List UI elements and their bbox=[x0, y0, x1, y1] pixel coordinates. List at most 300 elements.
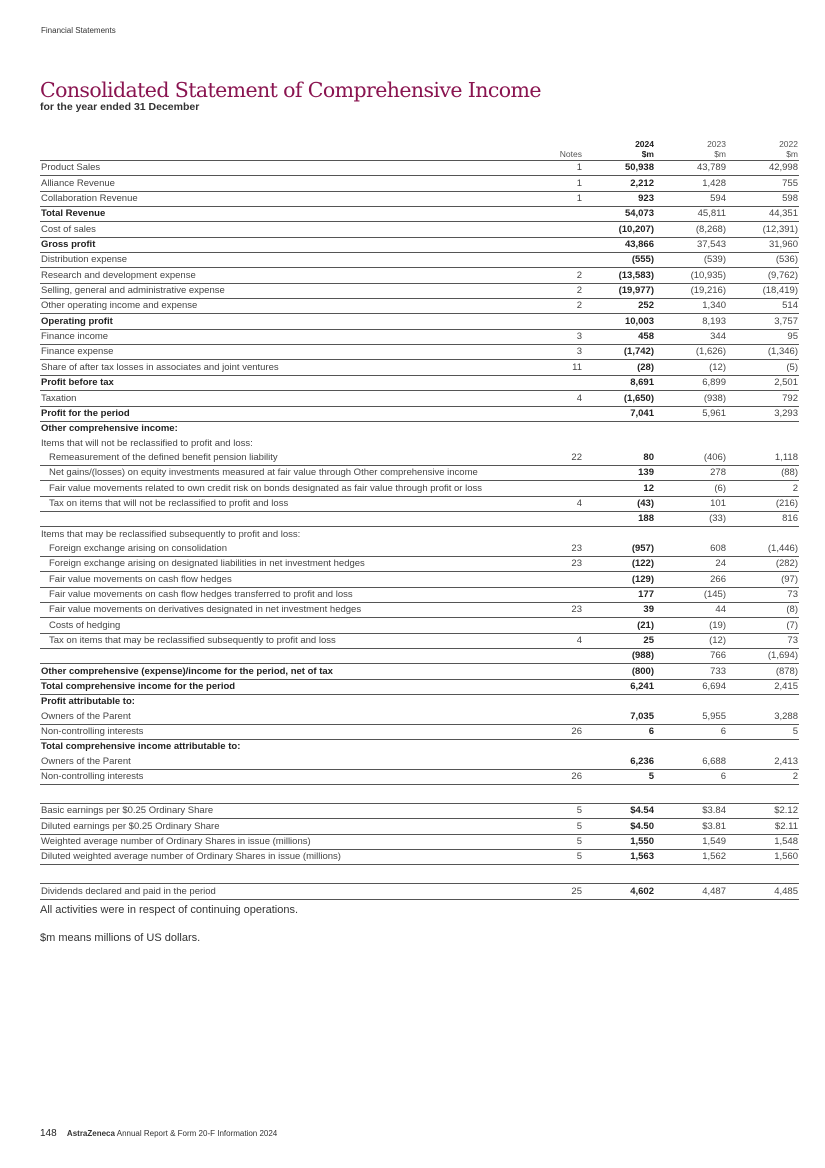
value-2023: 1,340 bbox=[655, 299, 727, 314]
value-2022: (8) bbox=[727, 602, 799, 617]
row-label: Costs of hedging bbox=[40, 618, 513, 633]
row-note bbox=[513, 314, 583, 329]
value-2022: 3,757 bbox=[727, 314, 799, 329]
statement-row bbox=[40, 850, 799, 865]
value-2024: 8,691 bbox=[583, 375, 655, 390]
row-note: 2 bbox=[513, 283, 583, 298]
row-label: Tax on items that will not be reclassified to profit and loss bbox=[40, 496, 513, 511]
row-note: 23 bbox=[513, 602, 583, 617]
statement-row bbox=[40, 633, 799, 648]
value-2024: 252 bbox=[583, 299, 655, 314]
value-2023: 6,694 bbox=[655, 679, 727, 694]
value-2022 bbox=[727, 695, 799, 710]
statement-row bbox=[40, 360, 799, 375]
statement-row bbox=[40, 527, 799, 542]
value-2024: (10,207) bbox=[583, 222, 655, 237]
row-note: 1 bbox=[513, 176, 583, 191]
value-2023: 278 bbox=[655, 465, 727, 480]
row-label bbox=[40, 785, 513, 804]
statement-row bbox=[40, 556, 799, 571]
unit-label: $m bbox=[786, 149, 798, 159]
value-2024: 1,563 bbox=[583, 850, 655, 865]
value-2023: 266 bbox=[655, 572, 727, 587]
running-header: Financial Statements bbox=[41, 26, 116, 35]
statement-row bbox=[40, 253, 799, 268]
page-number: 148 bbox=[40, 1128, 57, 1139]
statement-row bbox=[40, 572, 799, 587]
value-2022: (88) bbox=[727, 465, 799, 480]
value-2022: 514 bbox=[727, 299, 799, 314]
value-2022: (282) bbox=[727, 556, 799, 571]
value-2024: (43) bbox=[583, 496, 655, 511]
statement-row bbox=[40, 769, 799, 784]
statement-row bbox=[40, 679, 799, 694]
value-2023: (938) bbox=[655, 391, 727, 406]
row-label: Fair value movements on cash flow hedges transferred to profit and loss bbox=[40, 587, 513, 602]
row-note bbox=[513, 649, 583, 664]
continuing-operations-note: All activities were in respect of continuing operations. bbox=[40, 904, 299, 916]
row-note: 1 bbox=[513, 161, 583, 176]
value-2024: 10,003 bbox=[583, 314, 655, 329]
row-note bbox=[513, 695, 583, 710]
row-label: Profit attributable to: bbox=[41, 696, 135, 708]
statement-row bbox=[40, 618, 799, 633]
row-note: 5 bbox=[513, 834, 583, 849]
row-label: Selling, general and administrative expense bbox=[40, 283, 513, 298]
row-note: 2 bbox=[513, 268, 583, 283]
value-2023: $3.81 bbox=[655, 819, 727, 834]
value-2022: 792 bbox=[727, 391, 799, 406]
row-note: 23 bbox=[513, 542, 583, 557]
statement-row bbox=[40, 222, 799, 237]
year-header-2022 bbox=[727, 137, 799, 161]
statement-row bbox=[40, 465, 799, 480]
row-note bbox=[513, 237, 583, 252]
value-2024: (19,977) bbox=[583, 283, 655, 298]
statement-row bbox=[40, 191, 799, 206]
value-2022: 2,415 bbox=[727, 679, 799, 694]
value-2022: 73 bbox=[727, 587, 799, 602]
statement-row bbox=[40, 451, 799, 466]
row-note: 1 bbox=[513, 191, 583, 206]
value-2024 bbox=[583, 527, 655, 542]
row-note bbox=[513, 527, 583, 542]
statement-row bbox=[40, 314, 799, 329]
row-note bbox=[513, 436, 583, 450]
value-2022: (18,419) bbox=[727, 283, 799, 298]
value-2022: 816 bbox=[727, 511, 799, 526]
row-label: Total comprehensive income attributable to: bbox=[41, 741, 241, 753]
row-label: Profit before tax bbox=[40, 375, 513, 390]
header-label-cell bbox=[40, 137, 513, 161]
value-2022 bbox=[727, 436, 799, 450]
statement-row bbox=[40, 176, 799, 191]
value-2024: 2,212 bbox=[583, 176, 655, 191]
value-2024: 6 bbox=[583, 724, 655, 739]
value-2023 bbox=[655, 740, 727, 755]
value-2022: 2 bbox=[727, 769, 799, 784]
value-2023: 5,955 bbox=[655, 709, 727, 724]
value-2024: $4.54 bbox=[583, 804, 655, 819]
statement-row bbox=[40, 391, 799, 406]
statement-row bbox=[40, 161, 799, 176]
statement-row bbox=[40, 709, 799, 724]
row-note bbox=[513, 481, 583, 496]
value-2023: 344 bbox=[655, 329, 727, 344]
row-label: Diluted weighted average number of Ordinary Shares in issue (millions) bbox=[40, 850, 513, 865]
row-note: 3 bbox=[513, 329, 583, 344]
statement-row bbox=[40, 785, 799, 804]
unit-label: $m bbox=[641, 149, 654, 159]
value-2024: 54,073 bbox=[583, 207, 655, 222]
value-2022: 755 bbox=[727, 176, 799, 191]
value-2023: 608 bbox=[655, 542, 727, 557]
value-2022: (1,446) bbox=[727, 542, 799, 557]
row-note bbox=[513, 572, 583, 587]
row-note: 4 bbox=[513, 633, 583, 648]
value-2024: 12 bbox=[583, 481, 655, 496]
value-2024: (28) bbox=[583, 360, 655, 375]
value-2023: 43,789 bbox=[655, 161, 727, 176]
value-2023: 4,487 bbox=[655, 884, 727, 899]
value-2023: (19) bbox=[655, 618, 727, 633]
year-header-2024 bbox=[583, 137, 655, 161]
value-2022: $2.11 bbox=[727, 819, 799, 834]
value-2022: 1,118 bbox=[727, 451, 799, 466]
brand-name: AstraZeneca bbox=[66, 1129, 115, 1138]
row-note: 23 bbox=[513, 556, 583, 571]
income-statement-table bbox=[40, 137, 799, 900]
row-note: 5 bbox=[513, 819, 583, 834]
row-label: Non-controlling interests bbox=[40, 724, 513, 739]
value-2022: (878) bbox=[727, 664, 799, 679]
document-name: Annual Report & Form 20-F Information 2024 bbox=[116, 1129, 278, 1138]
year-label: 2024 bbox=[635, 139, 654, 149]
notes-header: Notes bbox=[513, 137, 583, 161]
value-2024: (21) bbox=[583, 618, 655, 633]
row-label: Dividends declared and paid in the period bbox=[40, 884, 513, 899]
value-2022: 44,351 bbox=[727, 207, 799, 222]
row-label: Research and development expense bbox=[40, 268, 513, 283]
row-note bbox=[513, 740, 583, 755]
value-2022: 42,998 bbox=[727, 161, 799, 176]
page-subtitle: for the year ended 31 December bbox=[40, 101, 200, 113]
value-2024: 6,241 bbox=[583, 679, 655, 694]
row-label bbox=[40, 511, 513, 526]
statement-row bbox=[40, 804, 799, 819]
value-2023: (145) bbox=[655, 587, 727, 602]
row-note: 11 bbox=[513, 360, 583, 375]
statement-row bbox=[40, 283, 799, 298]
value-2023 bbox=[655, 865, 727, 884]
year-label: 2022 bbox=[779, 139, 798, 149]
value-2022: (97) bbox=[727, 572, 799, 587]
value-2023: 1,428 bbox=[655, 176, 727, 191]
value-2022: 3,288 bbox=[727, 709, 799, 724]
row-label: Non-controlling interests bbox=[40, 769, 513, 784]
row-label: Finance income bbox=[40, 329, 513, 344]
value-2024: (988) bbox=[583, 649, 655, 664]
value-2024: (129) bbox=[583, 572, 655, 587]
value-2023: 6 bbox=[655, 769, 727, 784]
value-2024: 923 bbox=[583, 191, 655, 206]
statement-row bbox=[40, 754, 799, 769]
value-2022: 5 bbox=[727, 724, 799, 739]
value-2024: 139 bbox=[583, 465, 655, 480]
row-note: 4 bbox=[513, 391, 583, 406]
value-2023: (19,216) bbox=[655, 283, 727, 298]
row-note: 4 bbox=[513, 496, 583, 511]
row-label: Basic earnings per $0.25 Ordinary Share bbox=[40, 804, 513, 819]
statement-row bbox=[40, 819, 799, 834]
value-2024: 25 bbox=[583, 633, 655, 648]
value-2024: 458 bbox=[583, 329, 655, 344]
value-2022: 31,960 bbox=[727, 237, 799, 252]
statement-row bbox=[40, 237, 799, 252]
value-2024 bbox=[583, 865, 655, 884]
row-note: 22 bbox=[513, 451, 583, 466]
row-label: Owners of the Parent bbox=[40, 754, 513, 769]
statement-row bbox=[40, 207, 799, 222]
row-label: Remeasurement of the defined benefit pension liability bbox=[40, 451, 513, 466]
value-2022: 73 bbox=[727, 633, 799, 648]
year-label: 2023 bbox=[707, 139, 726, 149]
value-2024: 50,938 bbox=[583, 161, 655, 176]
statement-row bbox=[40, 345, 799, 360]
row-note bbox=[513, 664, 583, 679]
value-2023: (8,268) bbox=[655, 222, 727, 237]
row-note bbox=[513, 207, 583, 222]
value-2023: (10,935) bbox=[655, 268, 727, 283]
row-label: Owners of the Parent bbox=[40, 709, 513, 724]
value-2024 bbox=[583, 421, 655, 436]
statement-row bbox=[40, 299, 799, 314]
row-label: Diluted earnings per $0.25 Ordinary Share bbox=[40, 819, 513, 834]
value-2022: $2.12 bbox=[727, 804, 799, 819]
row-note bbox=[513, 222, 583, 237]
value-2022: (1,694) bbox=[727, 649, 799, 664]
row-label: Finance expense bbox=[40, 345, 513, 360]
value-2023: 6 bbox=[655, 724, 727, 739]
value-2024: (1,742) bbox=[583, 345, 655, 360]
row-label: Gross profit bbox=[40, 237, 513, 252]
value-2023 bbox=[655, 695, 727, 710]
value-2023: $3.84 bbox=[655, 804, 727, 819]
value-2024 bbox=[583, 436, 655, 450]
value-2022 bbox=[727, 785, 799, 804]
value-2023 bbox=[655, 436, 727, 450]
row-note: 5 bbox=[513, 804, 583, 819]
value-2022 bbox=[727, 865, 799, 884]
row-label: Taxation bbox=[40, 391, 513, 406]
value-2022: 2 bbox=[727, 481, 799, 496]
row-label: Total Revenue bbox=[40, 207, 513, 222]
row-label: Total comprehensive income for the period bbox=[40, 679, 513, 694]
row-note bbox=[513, 865, 583, 884]
statement-row bbox=[40, 740, 799, 755]
value-2022: (9,762) bbox=[727, 268, 799, 283]
value-2023: 37,543 bbox=[655, 237, 727, 252]
value-2024: 177 bbox=[583, 587, 655, 602]
row-label: Foreign exchange arising on designated liabilities in net investment hedges bbox=[40, 556, 513, 571]
page-title: Consolidated Statement of Comprehensive Income bbox=[40, 78, 541, 102]
statement-row bbox=[40, 375, 799, 390]
value-2024: (800) bbox=[583, 664, 655, 679]
row-note: 26 bbox=[513, 724, 583, 739]
row-note: 25 bbox=[513, 884, 583, 899]
statement-row bbox=[40, 481, 799, 496]
row-label: Cost of sales bbox=[40, 222, 513, 237]
row-note bbox=[513, 618, 583, 633]
statement-row bbox=[40, 602, 799, 617]
statement-row bbox=[40, 865, 799, 884]
statement-row bbox=[40, 664, 799, 679]
value-2023 bbox=[655, 785, 727, 804]
row-note bbox=[513, 421, 583, 436]
value-2024: 5 bbox=[583, 769, 655, 784]
value-2022: 4,485 bbox=[727, 884, 799, 899]
value-2024 bbox=[583, 695, 655, 710]
row-note: 5 bbox=[513, 850, 583, 865]
value-2022 bbox=[727, 527, 799, 542]
value-2023: 45,811 bbox=[655, 207, 727, 222]
value-2023: 594 bbox=[655, 191, 727, 206]
value-2022: (1,346) bbox=[727, 345, 799, 360]
value-2024: (122) bbox=[583, 556, 655, 571]
row-label: Tax on items that may be reclassified subsequently to profit and loss bbox=[40, 633, 513, 648]
row-label: Alliance Revenue bbox=[40, 176, 513, 191]
row-note bbox=[513, 754, 583, 769]
value-2023: 5,961 bbox=[655, 406, 727, 421]
value-2023: (33) bbox=[655, 511, 727, 526]
value-2024: (555) bbox=[583, 253, 655, 268]
value-2023: (1,626) bbox=[655, 345, 727, 360]
row-label: Foreign exchange arising on consolidation bbox=[40, 542, 513, 557]
row-label bbox=[40, 649, 513, 664]
row-label: Operating profit bbox=[40, 314, 513, 329]
value-2024: 6,236 bbox=[583, 754, 655, 769]
value-2022: (7) bbox=[727, 618, 799, 633]
row-label: Net gains/(losses) on equity investments measured at fair value through Other comprehensive income bbox=[40, 465, 513, 480]
row-label: Share of after tax losses in associates and joint ventures bbox=[40, 360, 513, 375]
row-label bbox=[40, 865, 513, 884]
row-note: 2 bbox=[513, 299, 583, 314]
value-2022: 95 bbox=[727, 329, 799, 344]
value-2022: 1,560 bbox=[727, 850, 799, 865]
value-2023: 1,549 bbox=[655, 834, 727, 849]
statement-row bbox=[40, 436, 799, 450]
value-2022: (536) bbox=[727, 253, 799, 268]
statement-row bbox=[40, 649, 799, 664]
row-note bbox=[513, 253, 583, 268]
statement-row bbox=[40, 329, 799, 344]
row-label: Fair value movements on derivatives designated in net investment hedges bbox=[40, 602, 513, 617]
value-2023: 8,193 bbox=[655, 314, 727, 329]
value-2023: 1,562 bbox=[655, 850, 727, 865]
value-2023: (12) bbox=[655, 633, 727, 648]
value-2023: 44 bbox=[655, 602, 727, 617]
value-2022: 3,293 bbox=[727, 406, 799, 421]
statement-row bbox=[40, 695, 799, 710]
statement-row bbox=[40, 884, 799, 899]
row-label: Other comprehensive income: bbox=[41, 423, 178, 435]
row-note bbox=[513, 511, 583, 526]
value-2022: 2,413 bbox=[727, 754, 799, 769]
statement-row bbox=[40, 587, 799, 602]
value-2022: 598 bbox=[727, 191, 799, 206]
value-2023: 733 bbox=[655, 664, 727, 679]
value-2024: 80 bbox=[583, 451, 655, 466]
value-2024: 4,602 bbox=[583, 884, 655, 899]
value-2022: 2,501 bbox=[727, 375, 799, 390]
value-2023: (539) bbox=[655, 253, 727, 268]
value-2024: (957) bbox=[583, 542, 655, 557]
value-2023: 101 bbox=[655, 496, 727, 511]
statement-row bbox=[40, 268, 799, 283]
value-2024: 43,866 bbox=[583, 237, 655, 252]
unit-label: $m bbox=[714, 149, 726, 159]
row-label: Profit for the period bbox=[40, 406, 513, 421]
value-2023: (6) bbox=[655, 481, 727, 496]
value-2022 bbox=[727, 740, 799, 755]
value-2022 bbox=[727, 421, 799, 436]
row-note: 26 bbox=[513, 769, 583, 784]
value-2024: $4.50 bbox=[583, 819, 655, 834]
column-header-row bbox=[40, 137, 799, 161]
value-2023: 24 bbox=[655, 556, 727, 571]
value-2023: (406) bbox=[655, 451, 727, 466]
row-label: Product Sales bbox=[40, 161, 513, 176]
row-label: Other comprehensive (expense)/income for the period, net of tax bbox=[40, 664, 513, 679]
value-2023: 6,899 bbox=[655, 375, 727, 390]
row-label: Fair value movements related to own credit risk on bonds designated as fair value through profit or loss bbox=[40, 481, 513, 496]
value-2022: 1,548 bbox=[727, 834, 799, 849]
value-2024: 188 bbox=[583, 511, 655, 526]
value-2024 bbox=[583, 740, 655, 755]
statement-row bbox=[40, 724, 799, 739]
value-2022: (216) bbox=[727, 496, 799, 511]
row-note bbox=[513, 785, 583, 804]
year-header-2023 bbox=[655, 137, 727, 161]
row-label: Collaboration Revenue bbox=[40, 191, 513, 206]
value-2024: 1,550 bbox=[583, 834, 655, 849]
value-2022: (5) bbox=[727, 360, 799, 375]
statement-row bbox=[40, 496, 799, 511]
currency-unit-note: $m means millions of US dollars. bbox=[40, 932, 201, 944]
value-2024: (1,650) bbox=[583, 391, 655, 406]
value-2023 bbox=[655, 421, 727, 436]
row-label: Distribution expense bbox=[40, 253, 513, 268]
value-2024 bbox=[583, 785, 655, 804]
value-2024: 7,041 bbox=[583, 406, 655, 421]
statement-row bbox=[40, 834, 799, 849]
statement-row bbox=[40, 511, 799, 526]
value-2023: 6,688 bbox=[655, 754, 727, 769]
value-2024: 7,035 bbox=[583, 709, 655, 724]
row-note bbox=[513, 375, 583, 390]
row-note bbox=[513, 679, 583, 694]
page-footer bbox=[40, 1128, 277, 1139]
row-note: 3 bbox=[513, 345, 583, 360]
statement-row bbox=[40, 406, 799, 421]
row-note bbox=[513, 587, 583, 602]
statement-row bbox=[40, 421, 799, 436]
row-label: Items that may be reclassified subsequently to profit and loss: bbox=[41, 528, 301, 540]
row-note bbox=[513, 406, 583, 421]
value-2023 bbox=[655, 527, 727, 542]
row-label: Items that will not be reclassified to profit and loss: bbox=[41, 437, 253, 449]
statement-row bbox=[40, 542, 799, 557]
